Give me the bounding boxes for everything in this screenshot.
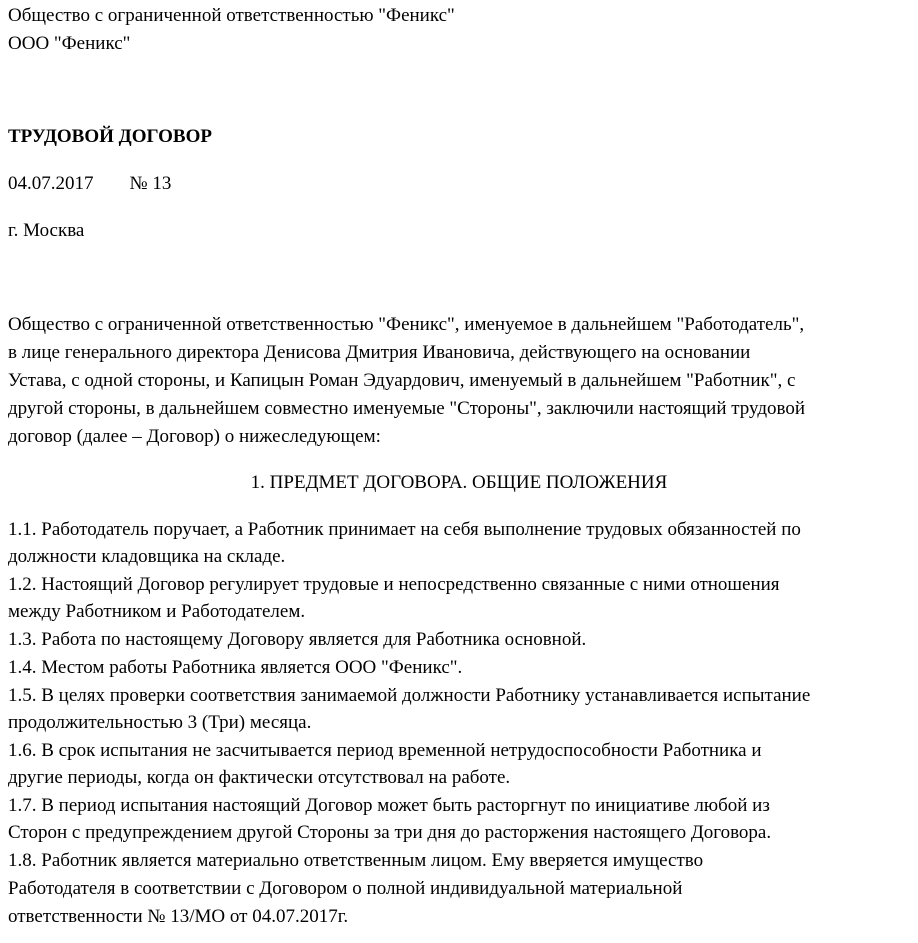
org-full-name: Общество с ограниченной ответственностью "Феникс" [8,5,455,26]
preamble-line: Устава, с одной стороны, и Капицын Роман Эдуардович, именуемый в дальнейшем "Работник", с [8,370,796,391]
clause-line: 1.8. Работник является материально ответственным лицом. Ему вверяется имущество [8,850,704,871]
doc-number: № 13 [129,173,172,194]
doc-date-number-row [8,173,171,195]
clause-line: должности кладовщика на складе. [8,546,286,567]
doc-title: ТРУДОВОЙ ДОГОВОР [8,126,212,147]
org-short-name: ООО "Феникс" [8,33,131,54]
clause-line: 1.2. Настоящий Договор регулирует трудовые и непосредственно связанные с ними отношения [8,574,780,595]
section-heading: 1. ПРЕДМЕТ ДОГОВОРА. ОБЩИЕ ПОЛОЖЕНИЯ [250,472,668,493]
doc-city: г. Москва [8,220,85,241]
clause-line: 1.1. Работодатель поручает, а Работник принимает на себя выполнение трудовых обязанностей по [8,519,801,540]
clause-line: 1.6. В срок испытания не засчитывается период временной нетрудоспособности Работника и [8,740,762,761]
clause-line: другие периоды, когда он фактически отсутствовал на работе. [8,767,511,788]
preamble-line: в лице генерального директора Денисова Дмитрия Ивановича, действующего на основании [8,342,751,363]
clause-line: продолжительностью 3 (Три) месяца. [8,712,312,733]
clause-line: Работодателя в соответствии с Договором о полной индивидуальной материальной [8,878,683,899]
doc-date: 04.07.2017 [8,173,94,194]
clause-line: 1.5. В целях проверки соответствия занимаемой должности Работнику устанавливается испытание [8,685,811,706]
clause-line: 1.4. Местом работы Работника является ООО "Феникс". [8,657,463,678]
preamble-line: другой стороны, в дальнейшем совместно именуемые "Стороны", заключили настоящий трудовой [8,398,806,419]
clause-line: 1.7. В период испытания настоящий Договор может быть расторгнут по инициативе любой из [8,795,770,816]
preamble-line: Общество с ограниченной ответственностью "Феникс", именуемое в дальнейшем "Работодатель", [8,314,805,335]
clause-line: 1.3. Работа по настоящему Договору является для Работника основной. [8,629,587,650]
clause-line: ответственности № 13/МО от 04.07.2017г. [8,906,349,927]
clause-line: Сторон с предупреждением другой Стороны за три дня до расторжения настоящего Договора. [8,822,772,843]
preamble-line: договор (далее – Договор) о нижеследующем: [8,426,381,447]
clause-line: между Работником и Работодателем. [8,601,306,622]
